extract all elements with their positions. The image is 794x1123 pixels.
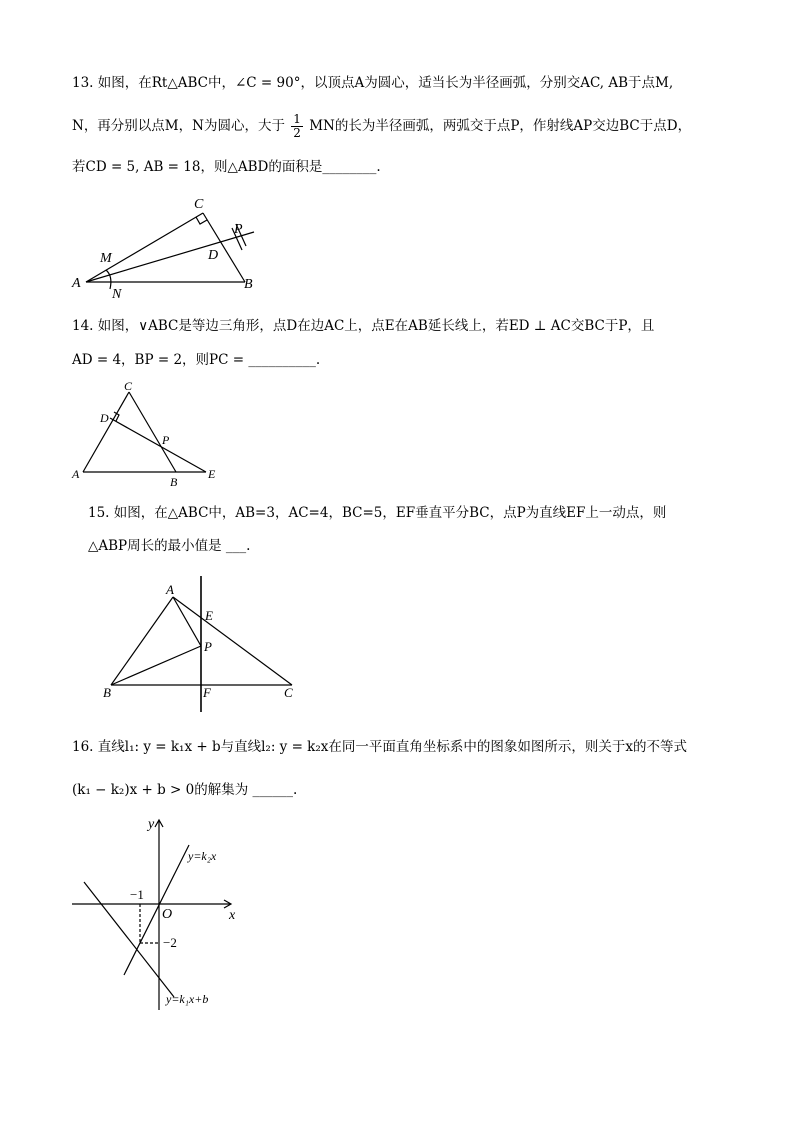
segment-ac [173,597,292,685]
label-p: P [234,222,243,237]
label-b: B [170,475,178,488]
q13-figure [68,190,268,300]
label-p: P [162,433,170,447]
q15-line-1: 15. 如图，在△ABC中，AB=3，AC=4，BC=5，EF垂直平分BC，点P为直线EF上一动点，则 [88,505,667,521]
label-l2: y=k₂x [188,849,217,863]
arc-mn [106,270,111,289]
line-l2 [124,845,189,975]
label-d: D [100,411,109,425]
label-m: M [100,251,112,266]
q16-line-1: 16. 直线l₁: y = k₁x + b与直线l₂: y = k₂x在同一平面直角坐标系中的图象如图所示，则关于x的不等式 [72,739,688,755]
q13-line-1: 13. 如图，在Rt△ABC中，∠C = 90°，以顶点A为圆心，适当长为半径画弧，分别交AC, AB于点M, [72,75,674,91]
label-d: D [208,248,219,263]
q16-figure [68,815,268,1015]
segment-ac [86,213,203,282]
label-c: C [284,685,293,700]
q13-line-2b: MN的长为半径画弧，两弧交于点P，作射线AP交边BC于点D， [309,118,692,134]
q14-line-2: AD = 4，BP = 2，则PC = __________. [72,352,321,368]
fraction [291,113,303,140]
label-l1: y=k₁x+b [166,992,209,1006]
q13-line-2 [72,113,691,140]
q14-line-1: 14. 如图，∨ABC是等边三角形，点D在边AC上，点E在AB延长线上，若ED ⊥ AC交BC于P，且 [72,318,655,334]
label-y: y [148,817,155,832]
label-c: C [124,379,133,393]
fraction-numerator: 1 [293,112,301,126]
q15-figure [96,570,306,715]
label-e: E [205,608,213,623]
label-b: B [103,685,111,700]
q16-line-2: (k₁ − k₂)x + b > 0的解集为 ______. [72,782,298,798]
q15-line-2: △ABP周长的最小值是 ___. [88,538,251,554]
segment-ap [173,597,201,646]
label-a: A [72,467,80,481]
q13-line-3: 若CD = 5, AB = 18，则△ABD的面积是________. [72,159,381,175]
label-c: C [194,197,204,212]
label-n: N [112,287,122,300]
label-x: x [229,908,236,923]
line-l1 [84,882,174,997]
label-a: A [72,276,81,291]
label-neg2: −2 [163,935,177,950]
segment-ac [83,392,129,472]
q14-figure [68,378,228,488]
segment-de [110,418,206,472]
right-angle-mark-c [196,217,207,224]
label-a: A [166,582,174,597]
label-b: B [244,277,253,292]
label-neg1: −1 [130,887,144,902]
q13-line-2a: N，再分别以点M，N为圆心，大于 [72,118,285,134]
label-origin: O [162,907,173,922]
fraction-denominator: 2 [293,126,301,140]
label-e: E [208,467,216,481]
label-p: P [204,639,212,654]
label-f: F [203,685,211,700]
